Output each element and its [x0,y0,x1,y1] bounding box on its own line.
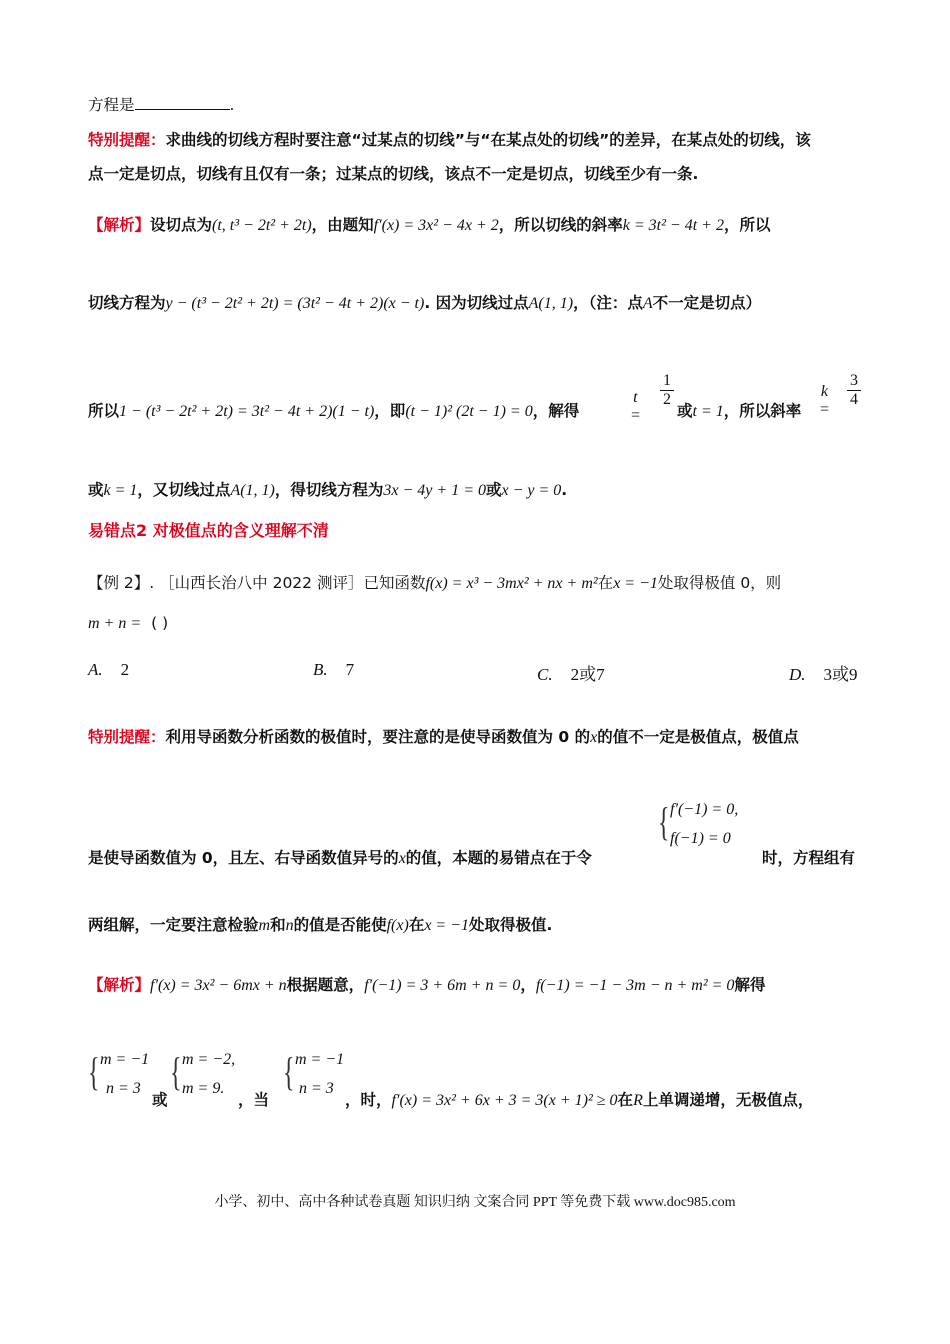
page-footer: 小学、初中、高中各种试卷真题 知识归纳 文案合同 PPT 等免费下载 www.doc985.com [214,1195,736,1210]
math-tangent-point: (t, t³ − 2t² + 2t) [212,217,312,234]
brace: { [283,1049,295,1094]
tip-label: 特别提醒： [88,131,166,149]
math-slope: k = 3t² − 4t + 2 [622,217,724,234]
tip2-line3 [88,913,552,935]
text: ，所以斜率 [723,402,802,420]
math-n: n [285,917,294,934]
math-r: R [633,1092,643,1109]
text: . 因为切线过点 [424,294,529,312]
math-equation: 1 − (t³ − 2t² + 2t) = 3t² − 4t + 2)(1 − t) [119,403,375,420]
text: 所以 [88,402,120,420]
text: 两组解，一定要注意检验 [88,916,259,934]
text: 切线方程为 [88,294,166,312]
text: ，由题知 [311,216,374,234]
analysis1-line2 [88,291,761,313]
option-letter: B. [313,660,328,679]
text: ， [520,976,536,994]
text: ，（注：点 [573,294,643,312]
option-value: 3或9 [823,665,858,684]
option-value: 2或7 [570,665,605,684]
frac-numerator: 3 [850,372,858,389]
equation-system [658,798,768,858]
brace: { [88,1049,100,1094]
text: ，时， [345,1091,392,1109]
tip-text: 求曲线的切线方程时要注意“过某点的切线”与“在某点处的切线”的差异，在某点处的切线，该 [165,131,811,149]
text: ，解得 [532,402,580,420]
text: 的值是否能使 [293,916,387,934]
text: 在 [597,574,614,592]
text: 是使导函数值为 0，且左、右导函数值异号的 [88,849,399,867]
system-row: m = −1 [295,1051,345,1068]
system-row: f′(−1) = 0, [670,801,739,818]
math-condition1: f′(−1) = 3 + 6m + n = 0 [364,977,521,994]
math-m-plus-n: m + n = [88,615,142,632]
frac-denominator: 4 [847,390,861,409]
system-row: n = 3 [106,1080,141,1097]
option-d[interactable] [789,660,858,685]
tip-text: 点一定是切点，切线有且仅有一条；过某点的切线，该点不一定是切点，切线至少有一条. [88,165,699,183]
tip2-line2 [88,846,592,868]
text: ，所以 [723,216,771,234]
tip1-line1 [88,128,811,150]
text: 和 [270,916,286,934]
text: 时，方程组有 [762,849,856,867]
text: ，得切线方程为 [274,481,384,499]
text: 处取得极值 0，则 [657,574,782,592]
answer-blank [135,95,230,110]
frac-lhs: t = [630,389,641,424]
text: 的值不一定是极值点，极值点 [597,728,799,746]
analysis1-line4 [88,478,567,500]
text: 设切点为 [150,216,213,234]
text: 利用导函数分析函数的极值时，要注意的是使导函数值为 0 的 [165,728,591,746]
text: 根据题意， [286,976,365,994]
math-t1: t = 1 [692,403,724,420]
math-derivative-sub: f′(x) = 3x² + 6x + 3 = 3(x + 1)² ≥ 0 [391,1092,618,1109]
text: 解得 [734,976,766,994]
math-point-a: A(1, 1) [528,295,574,312]
text: ，又切线过点 [137,481,231,499]
analysis-label: 【解析】 [88,976,151,994]
option-a[interactable] [88,660,129,680]
system-row: m = −2, [182,1051,236,1068]
text: 或 [485,481,502,499]
option-value: 7 [345,660,355,679]
math-derivative: f′(x) = 3x² − 6mx + n [150,977,287,994]
text: 不一定是切点） [652,294,762,312]
frac-numerator: 1 [663,372,671,389]
brace: { [658,799,670,844]
system-row: n = 3 [299,1080,334,1097]
analysis1-line3 [88,399,579,421]
text: ，即 [374,402,406,420]
brace: { [170,1049,182,1094]
example-label: 【例 2】 [88,574,150,592]
math-x-value: x = −1 [424,917,470,934]
option-letter: C. [537,665,553,684]
math-x: x [590,729,598,746]
math-factored: (t − 1)² (2t − 1) = 0 [405,403,533,420]
text: ，所以切线的斜率 [498,216,623,234]
math-function: f(x) = x³ − 3mx² + nx + m² [425,575,598,592]
option-b[interactable] [313,660,354,680]
text: . [561,481,568,499]
option-value: 2 [120,660,130,679]
math-derivative: f′(x) = 3x² − 4x + 2 [373,217,499,234]
analysis1-line3b [677,399,801,421]
option-letter: D. [789,665,806,684]
tip-label: 特别提醒： [88,728,166,746]
analysis2-line1 [88,973,765,995]
text: 的值，本题的易错点在于令 [405,849,592,867]
option-letter: A. [88,660,103,679]
text: 上单调递增，无极值点， [642,1091,814,1109]
text: 或 [677,402,693,420]
math-line1: 3x − 4y + 1 = 0 [383,482,486,499]
tip2-line1 [88,725,799,747]
math-point-a: A(1, 1) [230,482,275,499]
text: 在 [617,1091,634,1109]
option-c[interactable] [537,660,605,685]
math-tangent-equation: y − (t³ − 2t² + 2t) = (3t² − 4t + 2)(x − t) [165,295,425,312]
analysis2-line2 [345,1088,813,1110]
analysis1-line1 [88,213,770,235]
period: . [229,96,235,114]
answer-blank-line [88,93,234,115]
math-m: m [258,917,271,934]
example2-line1 [88,571,781,593]
system-row: m = −1 [100,1051,150,1068]
system-row: m = 9. [182,1080,225,1097]
math-x: x [398,850,406,867]
system-row: f(−1) = 0 [670,830,731,847]
tip2-line2b [762,846,855,868]
frac-denominator: 2 [660,390,674,409]
answer-paren: ( ) [151,614,169,632]
text: 或 [88,481,104,499]
or-text: 或 [152,1091,168,1109]
math-x-value: x = −1 [613,575,658,592]
example-source: . ［山西长治八中 2022 测评］ [149,574,364,592]
math-condition2: f(−1) = −1 − 3m − n + m² = 0 [535,977,735,994]
tip1-line2 [88,162,698,184]
analysis-label: 【解析】 [88,216,151,234]
frac-lhs: k = [819,383,830,418]
when-text: ，当 [238,1091,270,1109]
section-heading: 易错点2 对极值点的含义理解不清 [88,521,329,540]
math-fx: f(x) [386,917,409,934]
text: 在 [408,916,425,934]
math-line2: x − y = 0 [501,482,562,499]
prompt-text: 方程是 [88,96,135,114]
text: 已知函数 [363,574,426,592]
math-a: A [642,295,653,312]
math-k1: k = 1 [103,482,138,499]
example2-line2 [88,614,168,633]
text: 处取得极值. [469,916,553,934]
